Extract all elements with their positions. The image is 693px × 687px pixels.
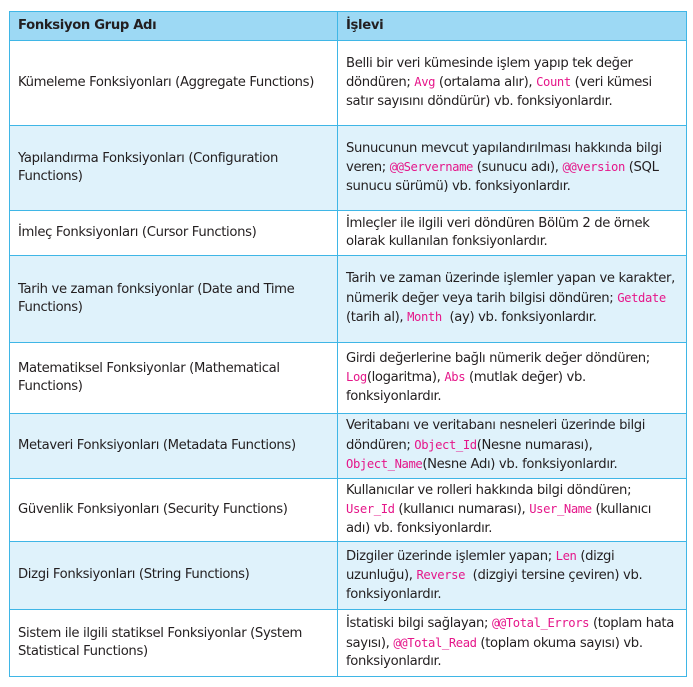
- description-text: Sunucunun mevcut yapılandırılması hakkında bilgi veren;: [346, 140, 666, 176]
- function-description-cell: [338, 610, 687, 677]
- description-text: (toplam hata sayısı),: [346, 616, 678, 651]
- header-row: [10, 12, 687, 41]
- function-description-cell: [338, 343, 687, 414]
- table-row: [10, 126, 687, 211]
- function-description-cell: [338, 414, 687, 479]
- function-code: @@Total_Errors: [491, 616, 590, 631]
- description-text: (SQL sunucu sürümü) vb. fonksiyonlardır.: [346, 160, 663, 194]
- description-text: (Nesne Adı) vb. fonksiyonlardır.: [422, 457, 618, 473]
- description-text: (kullanıcı numarası),: [394, 502, 530, 518]
- function-code: @@version: [562, 160, 625, 175]
- group-name-cell: Matematiksel Fonksiyonlar (Mathematical Functions): [10, 343, 338, 414]
- function-code: Month: [407, 310, 442, 325]
- description-text: (dizgi uzunluğu),: [346, 548, 619, 584]
- header-function: İşlevi: [338, 12, 687, 41]
- description-text: (kullanıcı adı) vb. fonksiyonlardır.: [346, 502, 655, 536]
- function-code: @@Servername: [389, 160, 473, 175]
- function-description-cell: [338, 256, 687, 343]
- description-text: İmleçler ile ilgili veri döndüren Bölüm 2 de örnek olarak kullanılan fonksiyonlardır.: [346, 215, 654, 249]
- function-code: Object_Id: [414, 437, 477, 452]
- description-text: Tarih ve zaman üzerinde işlemler yapan ve karakter, nümerik değer veya tarih bilgisi döndüren;: [346, 271, 679, 306]
- group-name-cell: Güvenlik Fonksiyonları (Security Functions): [10, 479, 338, 542]
- function-description-cell: [338, 41, 687, 126]
- table-row: [10, 414, 687, 479]
- group-name-cell: Metaveri Fonksiyonları (Metadata Functions): [10, 414, 338, 479]
- description-text: (tarih al),: [346, 290, 670, 326]
- description-text: (ortalama alır),: [435, 75, 537, 91]
- table-row: [10, 479, 687, 542]
- function-code: Avg: [414, 75, 436, 90]
- group-name-cell: Sistem ile ilgili statiksel Fonksiyonlar (System Statistical Functions): [10, 610, 338, 677]
- function-code: Getdate: [617, 290, 666, 305]
- description-text: Girdi değerlerine bağlı nümerik değer döndüren;: [346, 350, 654, 366]
- description-text: (ay) vb. fonksiyonlardır.: [441, 310, 597, 326]
- function-code: Count: [536, 75, 571, 90]
- function-code: Log: [346, 370, 367, 385]
- function-code: User_Name: [529, 502, 592, 517]
- group-name-cell: Yapılandırma Fonksiyonları (Configuration Functions): [10, 126, 338, 211]
- table-row: [10, 610, 687, 677]
- group-name-cell: Dizgi Fonksiyonları (String Functions): [10, 542, 338, 610]
- function-code: Abs: [444, 370, 466, 385]
- group-name-cell: İmleç Fonksiyonları (Cursor Functions): [10, 211, 338, 256]
- function-code: @@Total_Read: [393, 635, 477, 650]
- function-code: Reverse: [416, 568, 465, 583]
- description-text: (logaritma),: [366, 370, 445, 386]
- function-code: Len: [555, 548, 577, 563]
- function-description-cell: [338, 479, 687, 542]
- description-text: Dizgiler üzerinde işlemler yapan;: [346, 548, 556, 564]
- table-row: [10, 542, 687, 610]
- description-text: İstatiski bilgi sağlayan;: [346, 616, 492, 632]
- table-row: [10, 211, 687, 256]
- header-group-name: Fonksiyon Grup Adı: [10, 12, 338, 41]
- function-description-cell: [338, 126, 687, 211]
- table-row: [10, 343, 687, 414]
- description-text: Kullanıcılar ve rolleri hakkında bilgi döndüren;: [346, 482, 636, 498]
- table-row: [10, 41, 687, 126]
- function-description-cell: [338, 211, 687, 256]
- function-description-cell: [338, 542, 687, 610]
- description-text: (Nesne numarası),: [476, 437, 597, 453]
- description-text: (veri kümesi satır sayısını döndürür) vb. fonksiyonlardır.: [346, 75, 656, 109]
- description-text: (dizgiyi tersine çeviren) vb. fonksiyonlardır.: [346, 568, 651, 602]
- description-text: Belli bir veri kümesinde işlem yapıp tek değer döndüren;: [346, 55, 637, 91]
- description-text: Veritabanı ve veritabanı nesneleri üzerinde bilgi döndüren;: [346, 418, 649, 453]
- description-text: (mutlak değer) vb. fonksiyonlardır.: [346, 370, 590, 404]
- function-code: User_Id: [346, 502, 395, 517]
- table-row: [10, 256, 687, 343]
- description-text: (sunucu adı),: [472, 160, 563, 176]
- description-text: (toplam okuma sayısı) vb. fonksiyonlardır.: [346, 635, 647, 670]
- group-name-cell: Tarih ve zaman fonksiyonlar (Date and Time Functions): [10, 256, 338, 343]
- function-code: Object_Name: [346, 457, 423, 472]
- group-name-cell: Kümeleme Fonksiyonları (Aggregate Functions): [10, 41, 338, 126]
- functions-table: [9, 11, 687, 677]
